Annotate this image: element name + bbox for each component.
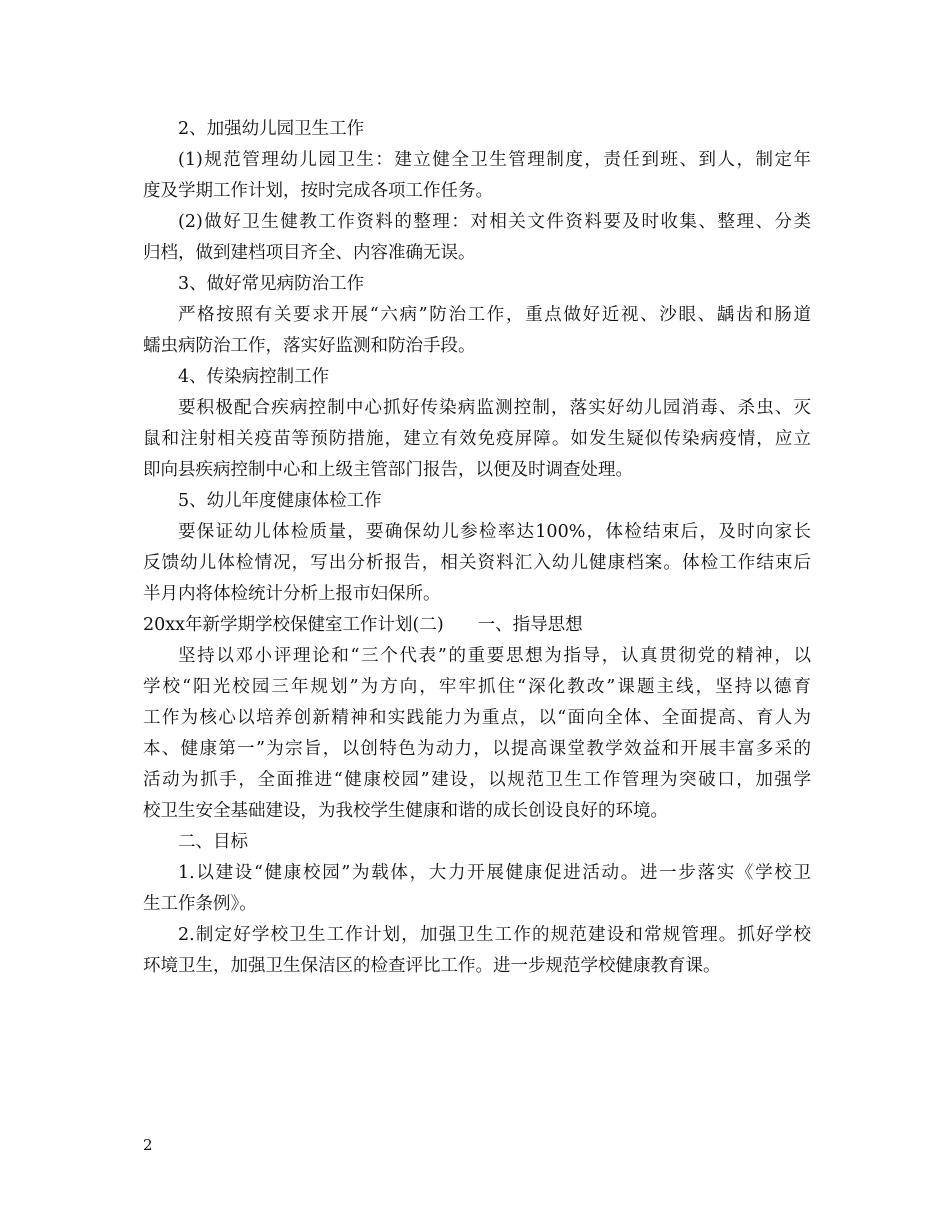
document-body [143,114,811,982]
paragraph-line: (2)做好卫生健教工作资料的整理：对相关文件资料要及时收集、整理、分类 [178,212,811,232]
paragraph-line: 归档，做到建档项目齐全、内容准确无误。 [143,243,476,263]
heading-hygiene-work: 2、加强幼儿园卫生工作 [178,119,365,139]
heading-infectious-control: 4、传染病控制工作 [178,367,330,387]
paragraph-line: 环境卫生，加强卫生保洁区的检查评比工作。进一步规范学校健康教育课。 [143,956,721,976]
paragraph-line: 学校“阳光校园三年规划”为方向，牢牢抓住“深化教改”课题主线，坚持以德育 [143,677,811,697]
heading-goals: 二、目标 [178,832,248,852]
paragraph-line: 坚持以邓小评理论和“三个代表”的重要思想为指导，认真贯彻党的精神，以 [178,646,811,666]
paragraph-line: 反馈幼儿体检情况，写出分析报告，相关资料汇入幼儿健康档案。体检工作结束后 [143,553,811,573]
section-title-line [143,610,811,641]
paragraph-line: 度及学期工作计划，按时完成各项工作任务。 [143,181,493,201]
plan-title: 20xx年新学期学校保健室工作计划(二) [143,615,444,635]
paragraph-line: 生工作条例》。 [143,894,257,914]
paragraph-line: 本、健康第一”为宗旨，以创特色为动力，以提高课堂教学效益和开展丰富多采的 [143,739,811,759]
paragraph-line: 要保证幼儿体检质量，要确保幼儿参检率达100%，体检结束后，及时向家长 [178,522,811,542]
paragraph-line: 蠕虫病防治工作，落实好监测和防治手段。 [143,336,476,356]
paragraph-line: 工作为核心以培养创新精神和实践能力为重点，以“面向全体、全面提高、育人为 [143,708,811,728]
page-number: 2 [143,1136,153,1154]
paragraph-line: 活动为抓手，全面推进“健康校园”建设，以规范卫生工作管理为突破口，加强学 [143,770,811,790]
heading-health-checkup: 5、幼儿年度健康体检工作 [178,491,382,511]
paragraph-line: 鼠和注射相关疫苗等预防措施，建立有效免疫屏障。如发生疑似传染病疫情，应立 [143,429,811,449]
paragraph-line: (1)规范管理幼儿园卫生：建立健全卫生管理制度，责任到班、到人，制定年 [178,150,811,170]
heading-disease-prevention: 3、做好常见病防治工作 [178,274,365,294]
paragraph-line: 严格按照有关要求开展“六病”防治工作，重点做好近视、沙眼、龋齿和肠道 [178,305,811,325]
paragraph-line: 1.以建设“健康校园”为载体，大力开展健康促进活动。进一步落实《学校卫 [178,863,811,883]
paragraph-line: 要积极配合疾病控制中心抓好传染病监测控制，落实好幼儿园消毒、杀虫、灭 [178,398,811,418]
paragraph-line: 校卫生安全基础建设，为我校学生健康和谐的成长创设良好的环境。 [143,801,668,821]
paragraph-line: 2.制定好学校卫生工作计划，加强卫生工作的规范建设和常规管理。抓好学校 [178,925,811,945]
paragraph-line: 半月内将体检统计分析上报市妇保所。 [143,584,441,604]
heading-guiding-ideology: 一、指导思想 [477,615,583,635]
paragraph-line: 即向县疾病控制中心和上级主管部门报告，以便及时调查处理。 [143,460,633,480]
